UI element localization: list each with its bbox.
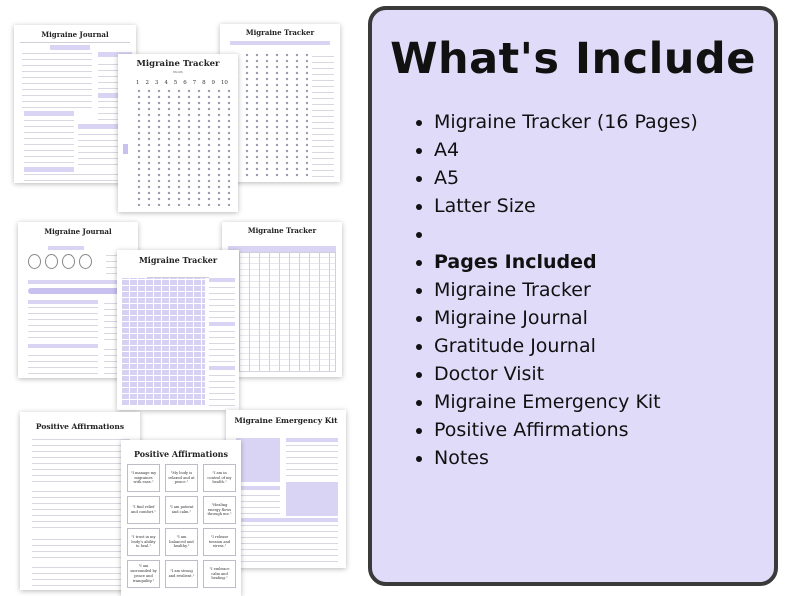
page-title: Positive Affirmations (133, 449, 228, 459)
page-title: Migraine Emergency Kit (234, 416, 338, 425)
affirmation-card: "I trust in my body's ability to heal." (127, 528, 160, 556)
affirmation-card: "I am strong and resilient." (165, 560, 198, 588)
list-item: Latter Size (416, 192, 698, 220)
affirmation-card: "My body is relaxed and at peace." (165, 464, 198, 492)
page-title: Migraine Tracker (136, 59, 220, 69)
list-item: Migraine Journal (416, 304, 698, 332)
list-item: Gratitude Journal (416, 332, 698, 360)
page-title: Migraine Tracker (138, 255, 218, 265)
list-item: Migraine Tracker (16 Pages) (416, 108, 698, 136)
list-item: Notes (416, 444, 698, 472)
month-label: Month (173, 70, 183, 74)
preview-migraine-tracker-1 (118, 54, 238, 212)
whats-included-panel (368, 6, 778, 586)
page-title: Positive Affirmations (35, 422, 125, 431)
list-item: A5 (416, 164, 698, 192)
included-list (416, 108, 698, 472)
preview-migraine-tracker-back-1 (220, 24, 340, 182)
list-item: A4 (416, 136, 698, 164)
affirmation-card: "I am surrounded by peace and tranquility." (127, 560, 160, 588)
page-title: Migraine Journal (41, 30, 109, 39)
day-numbers: 1 2 3 4 5 6 7 8 9 10 (136, 80, 228, 86)
page-title: Migraine Journal (44, 227, 112, 236)
list-item: Doctor Visit (416, 360, 698, 388)
affirmation-card: "I release tension and stress." (203, 528, 236, 556)
list-heading: Pages Included (416, 248, 698, 276)
preview-migraine-emergency-kit (226, 410, 346, 568)
affirmation-card: "I manage my migraines with ease." (127, 464, 160, 492)
page-title: Migraine Tracker (245, 28, 315, 37)
list-item (416, 220, 698, 248)
preview-positive-affirmations-cards (121, 440, 241, 596)
list-item: Migraine Tracker (416, 276, 698, 304)
preview-migraine-tracker-back-2 (222, 222, 342, 377)
preview-migraine-tracker-2 (117, 250, 239, 410)
affirmation-card: "I am in control of my health." (203, 464, 236, 492)
page-title: Migraine Tracker (247, 226, 317, 235)
affirmation-card: "I find relief and comfort." (127, 496, 160, 524)
affirmation-card: "Healing energy flows through me." (203, 496, 236, 524)
panel-title: What's Include (390, 34, 756, 84)
list-item: Migraine Emergency Kit (416, 388, 698, 416)
affirmation-card: "I am patient and calm." (165, 496, 198, 524)
list-item: Positive Affirmations (416, 416, 698, 444)
affirmation-card: "I embrace calm and healing." (203, 560, 236, 588)
affirmation-card: "I am balanced and healthy." (165, 528, 198, 556)
